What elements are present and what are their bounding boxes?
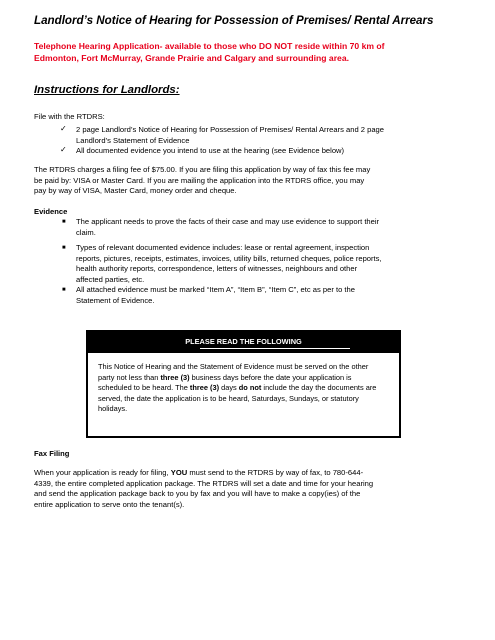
file-with-label: File with the RTDRS: xyxy=(34,112,105,121)
notice-box-title-underline xyxy=(200,348,350,349)
square-bullet-icon: ■ xyxy=(62,245,66,251)
fax-filing-heading: Fax Filing xyxy=(34,449,70,458)
square-bullet-icon: ■ xyxy=(62,287,66,293)
telephone-hearing-notice: Telephone Hearing Application- available to those who DO NOT reside within 70 km of Edmonton, Fort McMurray, Grande Prairie and Calgary and surrounding area. xyxy=(34,41,385,63)
page-title: Landlord’s Notice of Hearing for Possession of Premises/ Rental Arrears xyxy=(34,14,434,27)
evidence-bullet-1: The applicant needs to prove the facts of their case and may use evidence to support their claim. xyxy=(76,217,380,237)
instructions-heading: Instructions for Landlords: xyxy=(34,84,180,96)
square-bullet-icon: ■ xyxy=(62,219,66,225)
filing-fee-paragraph: The RTDRS charges a filing fee of $75.00. If you are filing this application by way of fax this fee may be paid by: VISA or Master Card. If you are mailing the application into the RTDRS office, you may pay by way of VISA, Master Card, money order and cheque. xyxy=(34,165,371,196)
checklist-item-1: 2 page Landlord’s Notice of Hearing for Possession of Premises/ Rental Arrears and 2 page Landlord’s Statement of Evidence xyxy=(76,125,385,145)
evidence-bullet-2: Types of relevant documented evidence includes: lease or rental agreement, inspection reports, pictures, receipts, estimates, invoices, utility bills, returned cheques, police reports, health authority reports, correspondence, letters of witnesses, neighbours and other affected parties, etc. xyxy=(76,243,382,284)
checkmark-icon: ✓ xyxy=(60,124,67,133)
evidence-bullet-3: All attached evidence must be marked “Item A”, “Item B”, “Item C”, etc as per to the Statement of Evidence. xyxy=(76,285,355,305)
evidence-heading: Evidence xyxy=(34,207,68,216)
notice-box-text: This Notice of Hearing and the Statement of Evidence must be served on the other party not less than three (3) business days before the date your application is scheduled to be heard. The three (3) days do not include the day the documents are served, the date the application is to be heard, Saturdays, Sundays, or statutory holidays. xyxy=(98,362,377,414)
notice-box-title: PLEASE READ THE FOLLOWING xyxy=(185,337,302,346)
fax-filing-paragraph: When your application is ready for filing, YOU must send to the RTDRS by way of fax, to 780-644- 4339, the entire completed application package. The RTDRS will set a date and time for your hearing and send the application package back to you by fax and you will have to make a copy(ies) of the entire application to serve onto the tenant(s). xyxy=(34,468,374,509)
checklist-item-2: All documented evidence you intend to use at the hearing (see Evidence below) xyxy=(76,146,345,155)
checkmark-icon: ✓ xyxy=(60,145,67,154)
